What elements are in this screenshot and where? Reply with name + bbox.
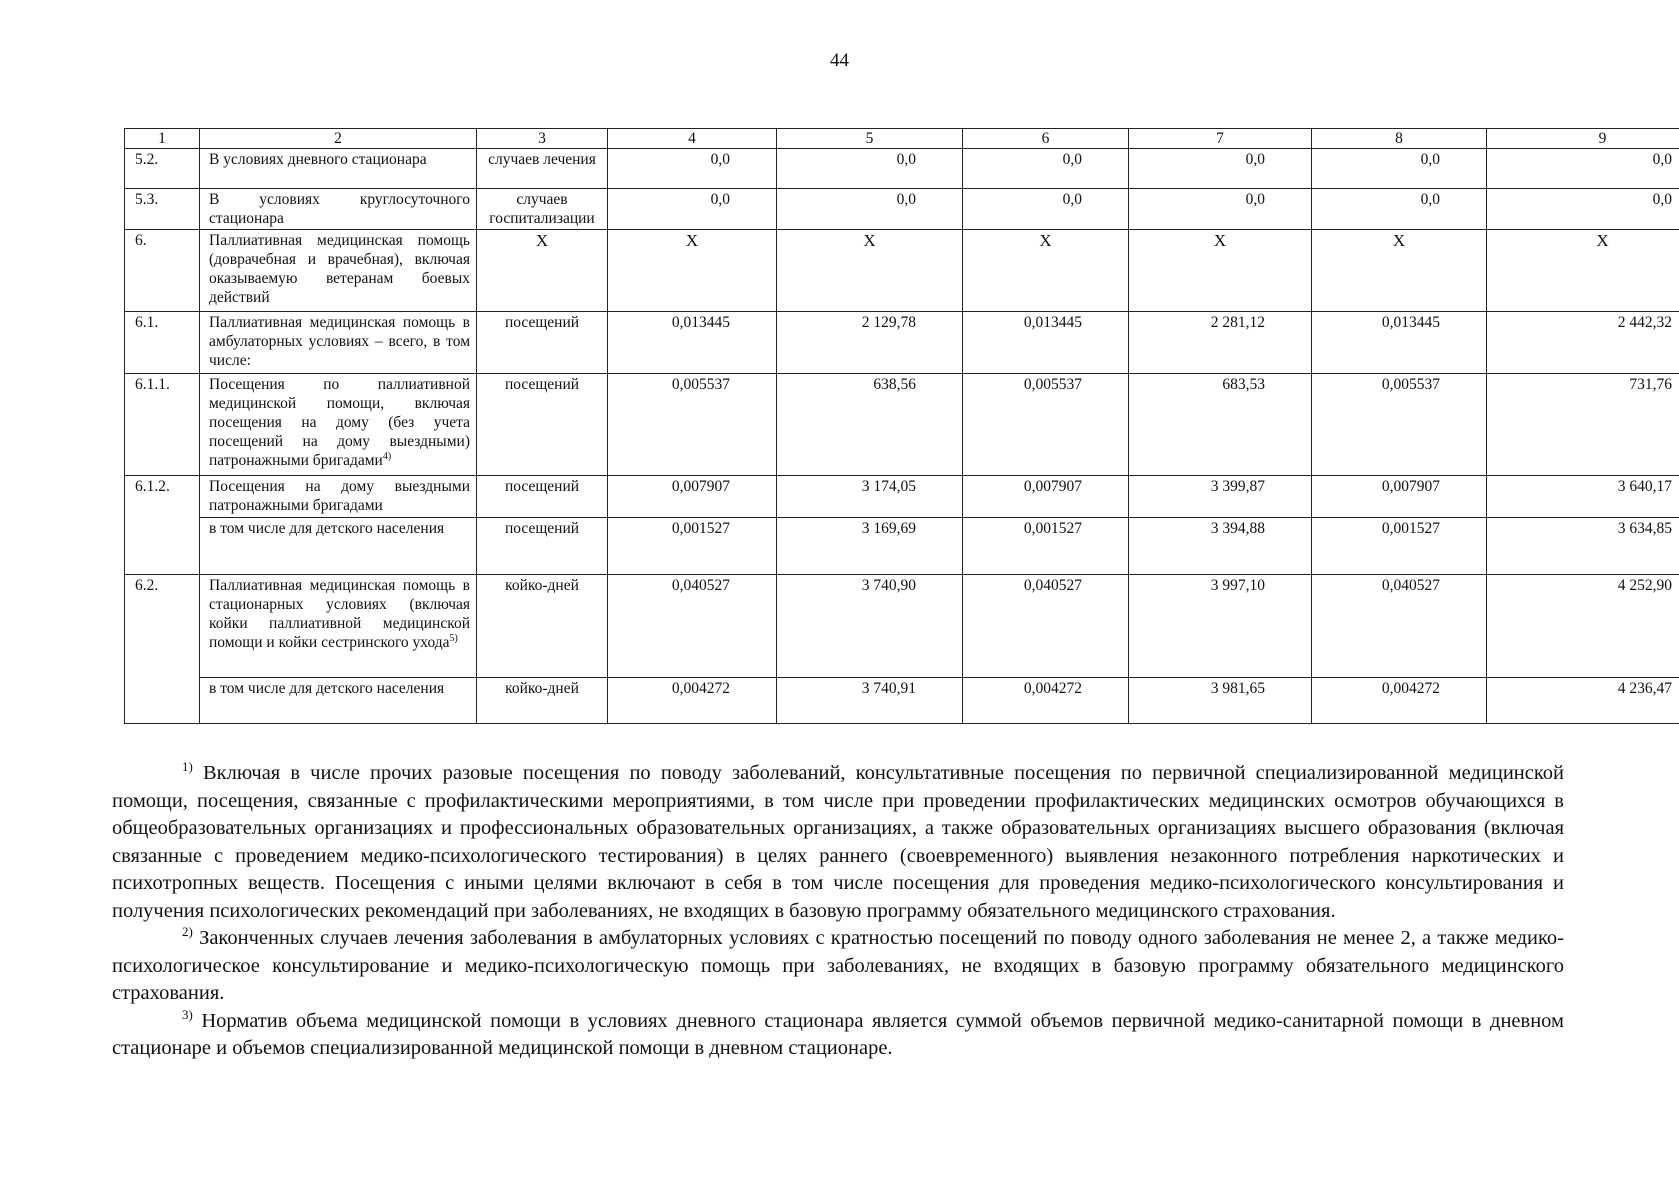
value-cell: 0,007907 (1312, 476, 1487, 518)
row-name: Посещения на дому выездными патронажными бригадами (200, 476, 477, 518)
row-name-text: Посещения по паллиативной медицинской помощи, включая посещения на дому (без учета посещений на дому выездными) патронажными бригадами (209, 376, 470, 469)
table-row (125, 678, 1679, 724)
row-name: В условиях круглосуточного стационара (200, 189, 477, 230)
row-unit: посещений (477, 518, 608, 575)
value-cell: 2 129,78 (777, 312, 963, 374)
value-cell: 0,013445 (963, 312, 1129, 374)
row-name: Паллиативная медицинская помощь (доврачебная и врачебная), включая оказываемую ветеранам боевых действий (200, 230, 477, 312)
row-unit: койко-дней (477, 678, 608, 724)
value-cell: 638,56 (777, 374, 963, 476)
column-number: 6 (963, 129, 1129, 149)
footnote-text: Законченных случаев лечения заболевания в амбулаторных условиях с кратностью посещений по поводу одного заболевания не менее 2, а также медико-психологическое консультирование и медико-психологическую помощь при заболеваниях, не входящих в базовую программу обязательного медицинского страхования. (112, 927, 1565, 1004)
value-cell: Х (1129, 230, 1312, 312)
footnote (112, 760, 1564, 925)
value-cell: 0,007907 (608, 476, 777, 518)
table-row (125, 230, 1679, 312)
row-number: 5.3. (125, 189, 200, 230)
column-number: 9 (1487, 129, 1679, 149)
column-number: 4 (608, 129, 777, 149)
row-name (200, 374, 477, 476)
value-cell: 0,013445 (1312, 312, 1487, 374)
column-number: 8 (1312, 129, 1487, 149)
column-number: 7 (1129, 129, 1312, 149)
value-cell: 3 997,10 (1129, 575, 1312, 678)
table-row (125, 374, 1679, 476)
value-cell: 3 740,90 (777, 575, 963, 678)
value-cell: 3 399,87 (1129, 476, 1312, 518)
table-row (125, 149, 1679, 189)
value-cell: 0,040527 (1312, 575, 1487, 678)
value-cell: 3 169,69 (777, 518, 963, 575)
value-cell: 0,007907 (963, 476, 1129, 518)
column-number: 5 (777, 129, 963, 149)
row-number: 6.1.2. (125, 476, 200, 575)
value-cell: 2 442,32 (1487, 312, 1679, 374)
value-cell: 0,001527 (963, 518, 1129, 575)
row-number: 6.1.1. (125, 374, 200, 476)
footnote (112, 925, 1564, 1008)
value-cell: 0,004272 (1312, 678, 1487, 724)
value-cell: 0,005537 (963, 374, 1129, 476)
column-number-row (125, 129, 1679, 149)
row-name: в том числе для детского населения (200, 678, 477, 724)
value-cell: 0,0 (1129, 189, 1312, 230)
volume-norms-table (124, 128, 1679, 724)
value-cell: 3 981,65 (1129, 678, 1312, 724)
row-number: 5.2. (125, 149, 200, 189)
footnote-ref: 5) (449, 633, 458, 644)
row-name: В условиях дневного стационара (200, 149, 477, 189)
row-unit: посещений (477, 312, 608, 374)
value-cell: Х (1312, 230, 1487, 312)
row-number: 6.1. (125, 312, 200, 374)
value-cell: 4 252,90 (1487, 575, 1679, 678)
column-number: 3 (477, 129, 608, 149)
value-cell: Х (1487, 230, 1679, 312)
value-cell: Х (608, 230, 777, 312)
value-cell: 0,0 (1129, 149, 1312, 189)
table-row (125, 312, 1679, 374)
column-number: 1 (125, 129, 200, 149)
footnote (112, 1008, 1564, 1063)
value-cell: 0,005537 (1312, 374, 1487, 476)
footnote-ref: 4) (382, 451, 392, 462)
row-unit: посещений (477, 374, 608, 476)
row-name: Паллиативная медицинская помощь в амбулаторных условиях – всего, в том числе: (200, 312, 477, 374)
footnote-text: Норматив объема медицинской помощи в условиях дневного стационара является суммой объемов первичной медико-санитарной помощи в дневном стационаре и объемов специализированной медицинской помощи в дневном стационаре. (112, 1009, 1564, 1059)
value-cell: 0,004272 (963, 678, 1129, 724)
row-unit: случаев госпитализации (477, 189, 608, 230)
value-cell: 0,0 (777, 149, 963, 189)
value-cell: 0,0 (608, 189, 777, 230)
table-row (125, 518, 1679, 575)
value-cell: 0,040527 (608, 575, 777, 678)
value-cell: 0,001527 (608, 518, 777, 575)
value-cell: 0,0 (608, 149, 777, 189)
row-unit: койко-дней (477, 575, 608, 678)
footnote-text: Включая в числе прочих разовые посещения по поводу заболеваний, консультативные посещения по первичной специализированной медицинской помощи, посещения, связанные с профилактическими мероприятиями, в том числе при проведении профилактических медицинских осмотров обучающихся в общеобразовательных организациях и профессиональных образовательных организациях, а также образовательных организациях высшего образования (включая связанные с проведением медико-психологического тестирования) в целях раннего (своевременного) выявления незаконного потребления наркотических и психотропных веществ. Посещения с иными целями включают в себя в том числе посещения для проведения медико-психологического консультирования и получения психологических рекомендаций при заболеваниях, не входящих в базовую программу обязательного медицинского страхования. (112, 762, 1565, 922)
value-cell: 0,0 (1487, 189, 1679, 230)
row-name-text: Паллиативная медицинская помощь в стационарных условиях (включая койки паллиативной медицинской помощи и койки сестринского ухода (209, 577, 470, 651)
value-cell: 2 281,12 (1129, 312, 1312, 374)
value-cell: 4 236,47 (1487, 678, 1679, 724)
value-cell: 0,001527 (1312, 518, 1487, 575)
page-number: 44 (830, 50, 849, 71)
value-cell: 0,005537 (608, 374, 777, 476)
value-cell: 3 634,85 (1487, 518, 1679, 575)
value-cell: 0,040527 (963, 575, 1129, 678)
value-cell: Х (777, 230, 963, 312)
row-number: 6.2. (125, 575, 200, 724)
row-number: 6. (125, 230, 200, 312)
value-cell: 0,0 (963, 149, 1129, 189)
value-cell: 0,0 (777, 189, 963, 230)
footnote-mark: 3) (182, 1006, 193, 1022)
footnote-mark: 1) (182, 759, 193, 774)
value-cell: 731,76 (1487, 374, 1679, 476)
table-row (125, 189, 1679, 230)
row-name (200, 575, 477, 678)
row-unit: Х (477, 230, 608, 312)
column-number: 2 (200, 129, 477, 149)
value-cell: 3 394,88 (1129, 518, 1312, 575)
value-cell: 0,0 (963, 189, 1129, 230)
value-cell: 0,0 (1312, 149, 1487, 189)
table-row (125, 575, 1679, 678)
value-cell: 0,013445 (608, 312, 777, 374)
footnotes (112, 760, 1564, 1063)
value-cell: Х (963, 230, 1129, 312)
value-cell: 0,0 (1487, 149, 1679, 189)
row-unit: посещений (477, 476, 608, 518)
value-cell: 3 640,17 (1487, 476, 1679, 518)
row-unit: случаев лечения (477, 149, 608, 189)
value-cell: 3 740,91 (777, 678, 963, 724)
value-cell: 0,004272 (608, 678, 777, 724)
value-cell: 3 174,05 (777, 476, 963, 518)
row-name: в том числе для детского населения (200, 518, 477, 575)
footnote-mark: 2) (182, 924, 193, 939)
value-cell: 0,0 (1312, 189, 1487, 230)
value-cell: 683,53 (1129, 374, 1312, 476)
table-row (125, 476, 1679, 518)
